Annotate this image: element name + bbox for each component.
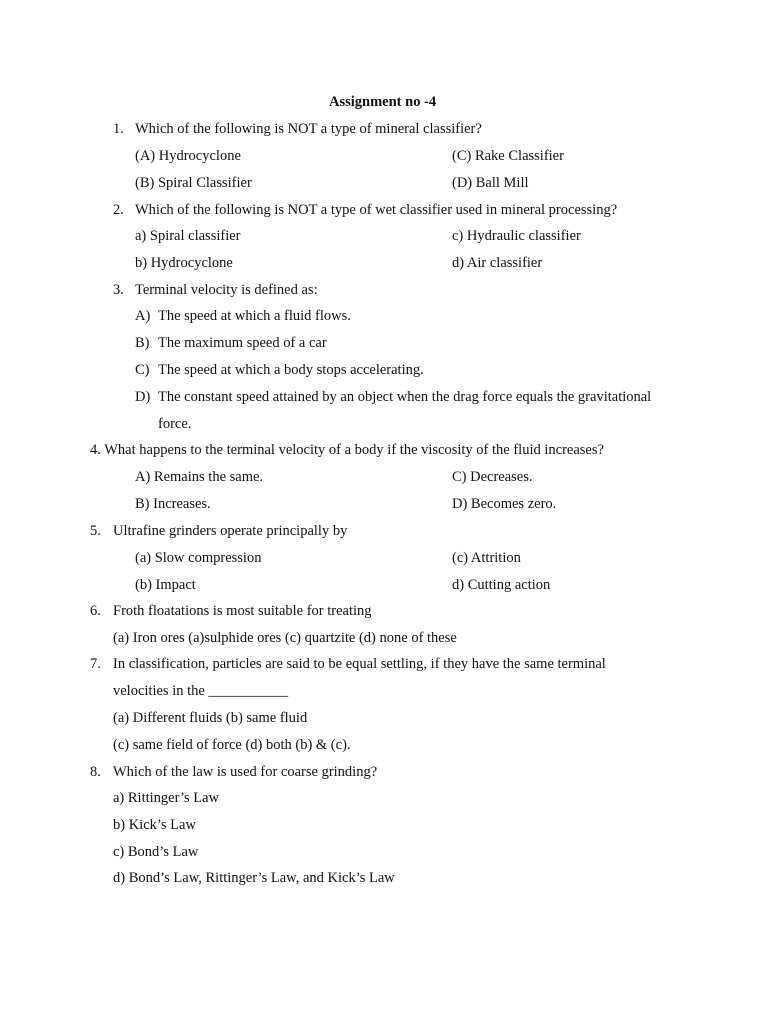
option-letter: C)	[135, 362, 150, 378]
option-line: c) Bond’s Law	[113, 844, 199, 860]
question-number: 6.	[90, 603, 101, 619]
option: (c) Attrition	[452, 550, 521, 566]
option: C) Decreases.	[452, 469, 533, 485]
question-number: 3.	[113, 282, 124, 298]
option-letter: D)	[135, 389, 151, 405]
page-title: Assignment no -4	[329, 94, 437, 110]
option: d) Cutting action	[452, 577, 551, 593]
option: a) Spiral classifier	[135, 228, 241, 244]
question-number: 2.	[113, 202, 124, 218]
option: The maximum speed of a car	[158, 335, 327, 351]
option-line: a) Rittinger’s Law	[113, 790, 220, 806]
option-line: (c) same field of force (d) both (b) & (c).	[113, 737, 351, 753]
question-text-continuation: velocities in the ___________	[113, 683, 289, 699]
question-text: Ultrafine grinders operate principally by	[113, 523, 348, 539]
option: d) Air classifier	[452, 255, 543, 271]
option: (a) Slow compression	[135, 550, 262, 566]
question-text: Which of the law is used for coarse grinding?	[113, 764, 378, 780]
option-line: (a) Iron ores (a)sulphide ores (c) quartzite (d) none of these	[113, 630, 457, 646]
option: The speed at which a fluid flows.	[158, 308, 351, 324]
option: (D) Ball Mill	[452, 175, 529, 191]
option: A) Remains the same.	[135, 469, 264, 485]
option: D) Becomes zero.	[452, 496, 557, 512]
option: The constant speed attained by an object when the drag force equals the gravitational	[158, 389, 652, 405]
option-continuation: force.	[158, 416, 192, 432]
question-number: 7.	[90, 656, 101, 672]
option: (C) Rake Classifier	[452, 148, 564, 164]
option: c) Hydraulic classifier	[452, 228, 581, 244]
question-text: Terminal velocity is defined as:	[135, 282, 318, 298]
question-text: Which of the following is NOT a type of wet classifier used in mineral processing?	[135, 202, 618, 218]
question-text: 4. What happens to the terminal velocity of a body if the viscosity of the fluid increases?	[90, 442, 604, 458]
option: (b) Impact	[135, 577, 196, 593]
question-number: 1.	[113, 121, 124, 137]
option-letter: A)	[135, 308, 151, 324]
option: The speed at which a body stops accelerating.	[158, 362, 424, 378]
question-text: In classification, particles are said to be equal settling, if they have the same terminal	[113, 656, 606, 672]
question-text: Which of the following is NOT a type of mineral classifier?	[135, 121, 482, 137]
option: (A) Hydrocyclone	[135, 148, 241, 164]
question-text: Froth floatations is most suitable for treating	[113, 603, 372, 619]
option-line: b) Kick’s Law	[113, 817, 196, 833]
option: b) Hydrocyclone	[135, 255, 233, 271]
option: B) Increases.	[135, 496, 211, 512]
option-line: (a) Different fluids (b) same fluid	[113, 710, 308, 726]
question-number: 5.	[90, 523, 101, 539]
question-number: 8.	[90, 764, 101, 780]
option: (B) Spiral Classifier	[135, 175, 252, 191]
option-letter: B)	[135, 335, 150, 351]
option-line: d) Bond’s Law, Rittinger’s Law, and Kick’s Law	[113, 870, 395, 886]
